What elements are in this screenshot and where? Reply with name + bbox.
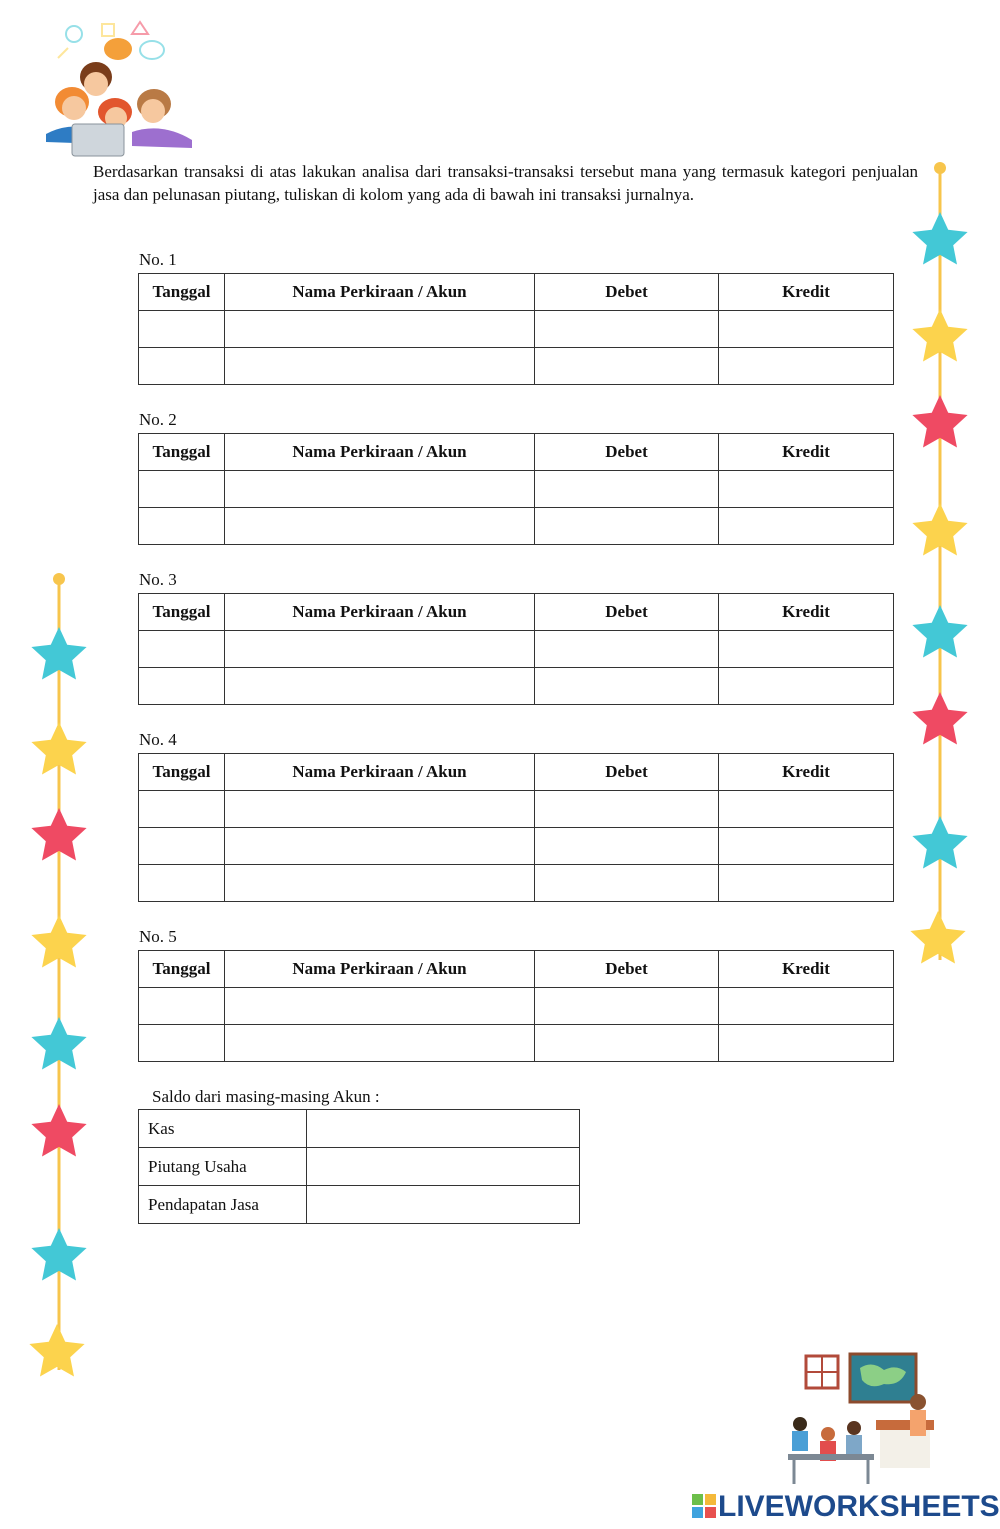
table-cell	[535, 988, 719, 1025]
debit-input[interactable]	[535, 791, 718, 827]
account-input[interactable]	[225, 988, 534, 1024]
star-decoration-icon	[28, 1324, 86, 1382]
account-input[interactable]	[225, 865, 534, 901]
table-cell	[225, 865, 535, 902]
header-date: Tanggal	[139, 594, 225, 631]
header-account: Nama Perkiraan / Akun	[225, 754, 535, 791]
debit-input[interactable]	[535, 668, 718, 704]
table-cell	[535, 791, 719, 828]
star-decoration-icon	[30, 1017, 88, 1075]
header-date: Tanggal	[139, 951, 225, 988]
star-decoration-icon	[911, 503, 969, 561]
star-decoration-icon	[911, 309, 969, 367]
saldo-row	[139, 1186, 580, 1224]
star-decoration-icon	[30, 1104, 88, 1162]
table-cell	[139, 1025, 225, 1062]
table-cell	[719, 865, 894, 902]
header-credit: Kredit	[719, 754, 894, 791]
debit-input[interactable]	[535, 1025, 718, 1061]
table-cell	[535, 471, 719, 508]
header-row	[139, 594, 894, 631]
liveworksheets-logo-icon	[692, 1494, 716, 1518]
account-input[interactable]	[225, 311, 534, 347]
table-cell	[719, 988, 894, 1025]
account-input[interactable]	[225, 828, 534, 864]
saldo-value-input[interactable]	[307, 1186, 579, 1223]
table-row	[139, 1025, 894, 1062]
table-row	[139, 631, 894, 668]
header-row	[139, 951, 894, 988]
date-input[interactable]	[139, 988, 224, 1024]
table-cell	[535, 348, 719, 385]
liveworksheets-brand	[692, 1490, 1000, 1524]
debit-input[interactable]	[535, 828, 718, 864]
credit-input[interactable]	[719, 988, 893, 1024]
table-cell	[139, 791, 225, 828]
table-cell	[139, 828, 225, 865]
header-row	[139, 274, 894, 311]
header-debit: Debet	[535, 754, 719, 791]
star-decoration-icon	[909, 911, 967, 969]
debit-input[interactable]	[535, 348, 718, 384]
debit-input[interactable]	[535, 988, 718, 1024]
table-cell	[535, 668, 719, 705]
debit-input[interactable]	[535, 508, 718, 544]
saldo-value-input[interactable]	[307, 1148, 579, 1185]
table-row	[139, 348, 894, 385]
saldo-title: Saldo dari masing-masing Akun :	[152, 1087, 380, 1106]
star-decoration-icon	[30, 627, 88, 685]
debit-input[interactable]	[535, 471, 718, 507]
star-decoration-icon	[911, 395, 969, 453]
table-cell	[139, 508, 225, 545]
table-cell	[535, 828, 719, 865]
header-debit: Debet	[535, 594, 719, 631]
table-cell	[139, 865, 225, 902]
kids-illustration	[32, 14, 207, 159]
brand-text: LIVEWORKSHEETS	[718, 1490, 1000, 1523]
table-cell	[139, 348, 225, 385]
table-cell	[535, 508, 719, 545]
journal-label: No. 2	[139, 410, 177, 429]
credit-input[interactable]	[719, 1025, 893, 1061]
table-cell	[139, 471, 225, 508]
account-input[interactable]	[225, 348, 534, 384]
table-cell	[719, 311, 894, 348]
header-credit: Kredit	[719, 274, 894, 311]
header-date: Tanggal	[139, 274, 225, 311]
saldo-value-cell	[307, 1148, 580, 1186]
account-input[interactable]	[225, 471, 534, 507]
table-cell	[139, 988, 225, 1025]
table-row	[139, 471, 894, 508]
table-cell	[225, 508, 535, 545]
star-decoration-icon	[30, 722, 88, 780]
table-cell	[535, 1025, 719, 1062]
classroom-illustration	[780, 1350, 945, 1490]
journal-table	[138, 753, 894, 902]
saldo-value-cell	[307, 1186, 580, 1224]
star-decoration-icon	[911, 692, 969, 750]
saldo-value-input[interactable]	[307, 1110, 579, 1147]
header-credit: Kredit	[719, 434, 894, 471]
table-cell	[225, 988, 535, 1025]
table-cell	[225, 1025, 535, 1062]
credit-input[interactable]	[719, 348, 893, 384]
table-cell	[225, 311, 535, 348]
date-input[interactable]	[139, 311, 224, 347]
table-row	[139, 668, 894, 705]
saldo-row	[139, 1148, 580, 1186]
table-cell	[719, 791, 894, 828]
table-cell	[225, 631, 535, 668]
table-cell	[719, 1025, 894, 1062]
date-input[interactable]	[139, 631, 224, 667]
saldo-row	[139, 1110, 580, 1148]
header-account: Nama Perkiraan / Akun	[225, 274, 535, 311]
credit-input[interactable]	[719, 668, 893, 704]
table-row	[139, 508, 894, 545]
star-decoration-icon	[911, 816, 969, 874]
header-row	[139, 754, 894, 791]
account-input[interactable]	[225, 1025, 534, 1061]
saldo-account-label: Kas	[139, 1110, 307, 1148]
header-debit: Debet	[535, 274, 719, 311]
date-input[interactable]	[139, 508, 224, 544]
date-input[interactable]	[139, 1025, 224, 1061]
table-cell	[719, 631, 894, 668]
date-input[interactable]	[139, 348, 224, 384]
table-cell	[535, 865, 719, 902]
account-input[interactable]	[225, 508, 534, 544]
table-cell	[719, 828, 894, 865]
date-input[interactable]	[139, 865, 224, 901]
table-cell	[719, 471, 894, 508]
saldo-account-label: Piutang Usaha	[139, 1148, 307, 1186]
account-input[interactable]	[225, 791, 534, 827]
journal-label: No. 4	[139, 730, 177, 749]
header-credit: Kredit	[719, 951, 894, 988]
credit-input[interactable]	[719, 508, 893, 544]
header-account: Nama Perkiraan / Akun	[225, 594, 535, 631]
star-decoration-icon	[911, 605, 969, 663]
table-cell	[139, 311, 225, 348]
table-cell	[719, 668, 894, 705]
credit-input[interactable]	[719, 471, 893, 507]
date-input[interactable]	[139, 791, 224, 827]
table-row	[139, 865, 894, 902]
header-account: Nama Perkiraan / Akun	[225, 951, 535, 988]
debit-input[interactable]	[535, 865, 718, 901]
debit-input[interactable]	[535, 631, 718, 667]
journal-table	[138, 593, 894, 705]
journal-label: No. 3	[139, 570, 177, 589]
journal-table	[138, 273, 894, 385]
saldo-table	[138, 1109, 580, 1224]
table-cell	[225, 668, 535, 705]
date-input[interactable]	[139, 828, 224, 864]
table-row	[139, 988, 894, 1025]
journal-label: No. 1	[139, 250, 177, 269]
credit-input[interactable]	[719, 631, 893, 667]
header-date: Tanggal	[139, 754, 225, 791]
table-cell	[535, 631, 719, 668]
header-account: Nama Perkiraan / Akun	[225, 434, 535, 471]
table-cell	[719, 348, 894, 385]
date-input[interactable]	[139, 471, 224, 507]
table-cell	[225, 791, 535, 828]
account-input[interactable]	[225, 631, 534, 667]
debit-input[interactable]	[535, 311, 718, 347]
table-cell	[719, 508, 894, 545]
header-row	[139, 434, 894, 471]
header-debit: Debet	[535, 434, 719, 471]
credit-input[interactable]	[719, 828, 893, 864]
saldo-account-label: Pendapatan Jasa	[139, 1186, 307, 1224]
table-cell	[139, 668, 225, 705]
instruction-text: Berdasarkan transaksi di atas lakukan analisa dari transaksi-transaksi tersebut mana yang termasuk kategori penjualan jasa dan pelunasan piutang, tuliskan di kolom yang ada di bawah ini transaksi jurnalnya.	[93, 162, 918, 204]
table-cell	[225, 471, 535, 508]
table-row	[139, 311, 894, 348]
credit-input[interactable]	[719, 791, 893, 827]
star-decoration-icon	[911, 212, 969, 270]
star-decoration-icon	[30, 915, 88, 973]
journal-label: No. 5	[139, 927, 177, 946]
date-input[interactable]	[139, 668, 224, 704]
star-decoration-icon	[30, 1228, 88, 1286]
table-row	[139, 791, 894, 828]
saldo-value-cell	[307, 1110, 580, 1148]
journal-table	[138, 950, 894, 1062]
header-credit: Kredit	[719, 594, 894, 631]
table-cell	[535, 311, 719, 348]
header-date: Tanggal	[139, 434, 225, 471]
journal-table	[138, 433, 894, 545]
star-decoration-icon	[30, 808, 88, 866]
account-input[interactable]	[225, 668, 534, 704]
table-cell	[225, 828, 535, 865]
table-row	[139, 828, 894, 865]
header-debit: Debet	[535, 951, 719, 988]
credit-input[interactable]	[719, 865, 893, 901]
table-cell	[225, 348, 535, 385]
table-cell	[139, 631, 225, 668]
credit-input[interactable]	[719, 311, 893, 347]
